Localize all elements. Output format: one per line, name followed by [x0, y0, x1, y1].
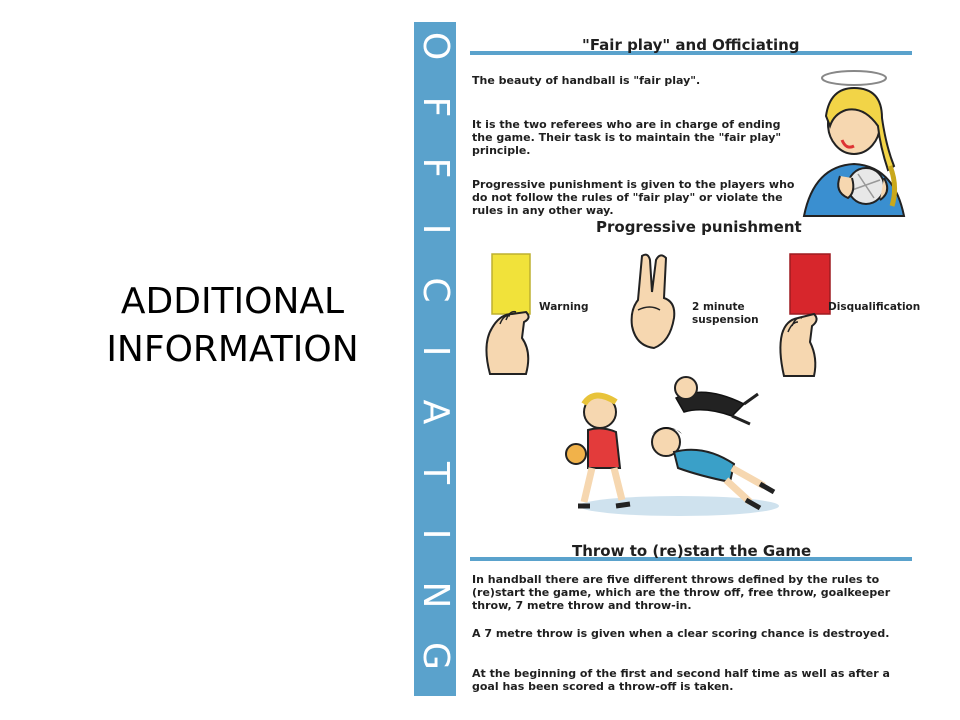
fair-play-paragraph-3: Progressive punishment is given to the players who do not follow the rules of "fair play" or violate the rules in any other way. [472, 178, 795, 217]
officiating-side-strip [414, 22, 456, 696]
fair-play-paragraph-2: It is the two referees who are in charge of ending the game. Their task is to maintain the "fair play" principle. [472, 118, 782, 157]
side-letter: T [415, 462, 456, 484]
restart-p2-text: A [472, 627, 485, 640]
restart-p3-bold: a throw-off [607, 680, 677, 693]
handball-icon [566, 444, 586, 464]
side-letter: G [415, 642, 456, 670]
restart-paragraph-2 [472, 627, 912, 640]
restart-p2-text-end: is given when a clear scoring chance is destroyed. [572, 627, 890, 640]
restart-paragraph-1 [472, 573, 912, 612]
restart-p1-throws: throw off, free throw, goalkeeper throw, 7 metre throw [472, 586, 891, 612]
attacking-player [566, 395, 630, 506]
restart-p1-throw-in: throw-in [634, 599, 688, 612]
restart-p2-bold: 7 metre throw [484, 627, 573, 640]
halo-icon [822, 71, 886, 85]
side-letter: I [415, 528, 456, 540]
officiating-poster [414, 22, 921, 696]
side-letter: F [415, 157, 456, 179]
side-letter: F [415, 96, 456, 118]
side-letter: I [415, 223, 456, 235]
side-letter: C [415, 277, 456, 303]
restart-heading: Throw to (re)start the Game [572, 542, 812, 560]
referee-illustration [794, 66, 914, 216]
suspension-label: 2 minute suspension [692, 301, 759, 326]
warning-label: Warning [539, 301, 589, 313]
two-fingers-icon [624, 252, 684, 352]
restart-p1-and: and [604, 599, 635, 612]
fair-play-heading: "Fair play" and Officiating [582, 36, 800, 54]
red-card-icon [762, 250, 834, 376]
disqualification-label: Disqualification [828, 301, 921, 313]
side-letter: N [415, 581, 456, 609]
side-letter: A [415, 399, 456, 425]
side-letter: I [415, 345, 456, 357]
restart-p1-text: In handball there are five different throws defined by the rules to (re)start the game, which are the [472, 573, 880, 599]
restart-p3-text-end: is taken. [676, 680, 734, 693]
players-cartoon [554, 368, 794, 518]
falling-referee [675, 377, 758, 424]
side-letter: O [415, 31, 456, 61]
restart-p3-text: At the beginning of the first and second half time as well as after a goal has been scored [472, 667, 890, 693]
slide-title [55, 278, 410, 374]
fair-play-paragraph-1: The beauty of handball is "fair play". [472, 74, 701, 87]
slide-title-line-1: ADDITIONAL [120, 281, 345, 322]
restart-p1-end: . [687, 599, 692, 612]
restart-paragraph-3 [472, 667, 912, 693]
defending-player [652, 427, 774, 508]
slide-title-line-2: INFORMATION [106, 329, 359, 370]
progressive-punishment-heading: Progressive punishment [596, 218, 802, 236]
